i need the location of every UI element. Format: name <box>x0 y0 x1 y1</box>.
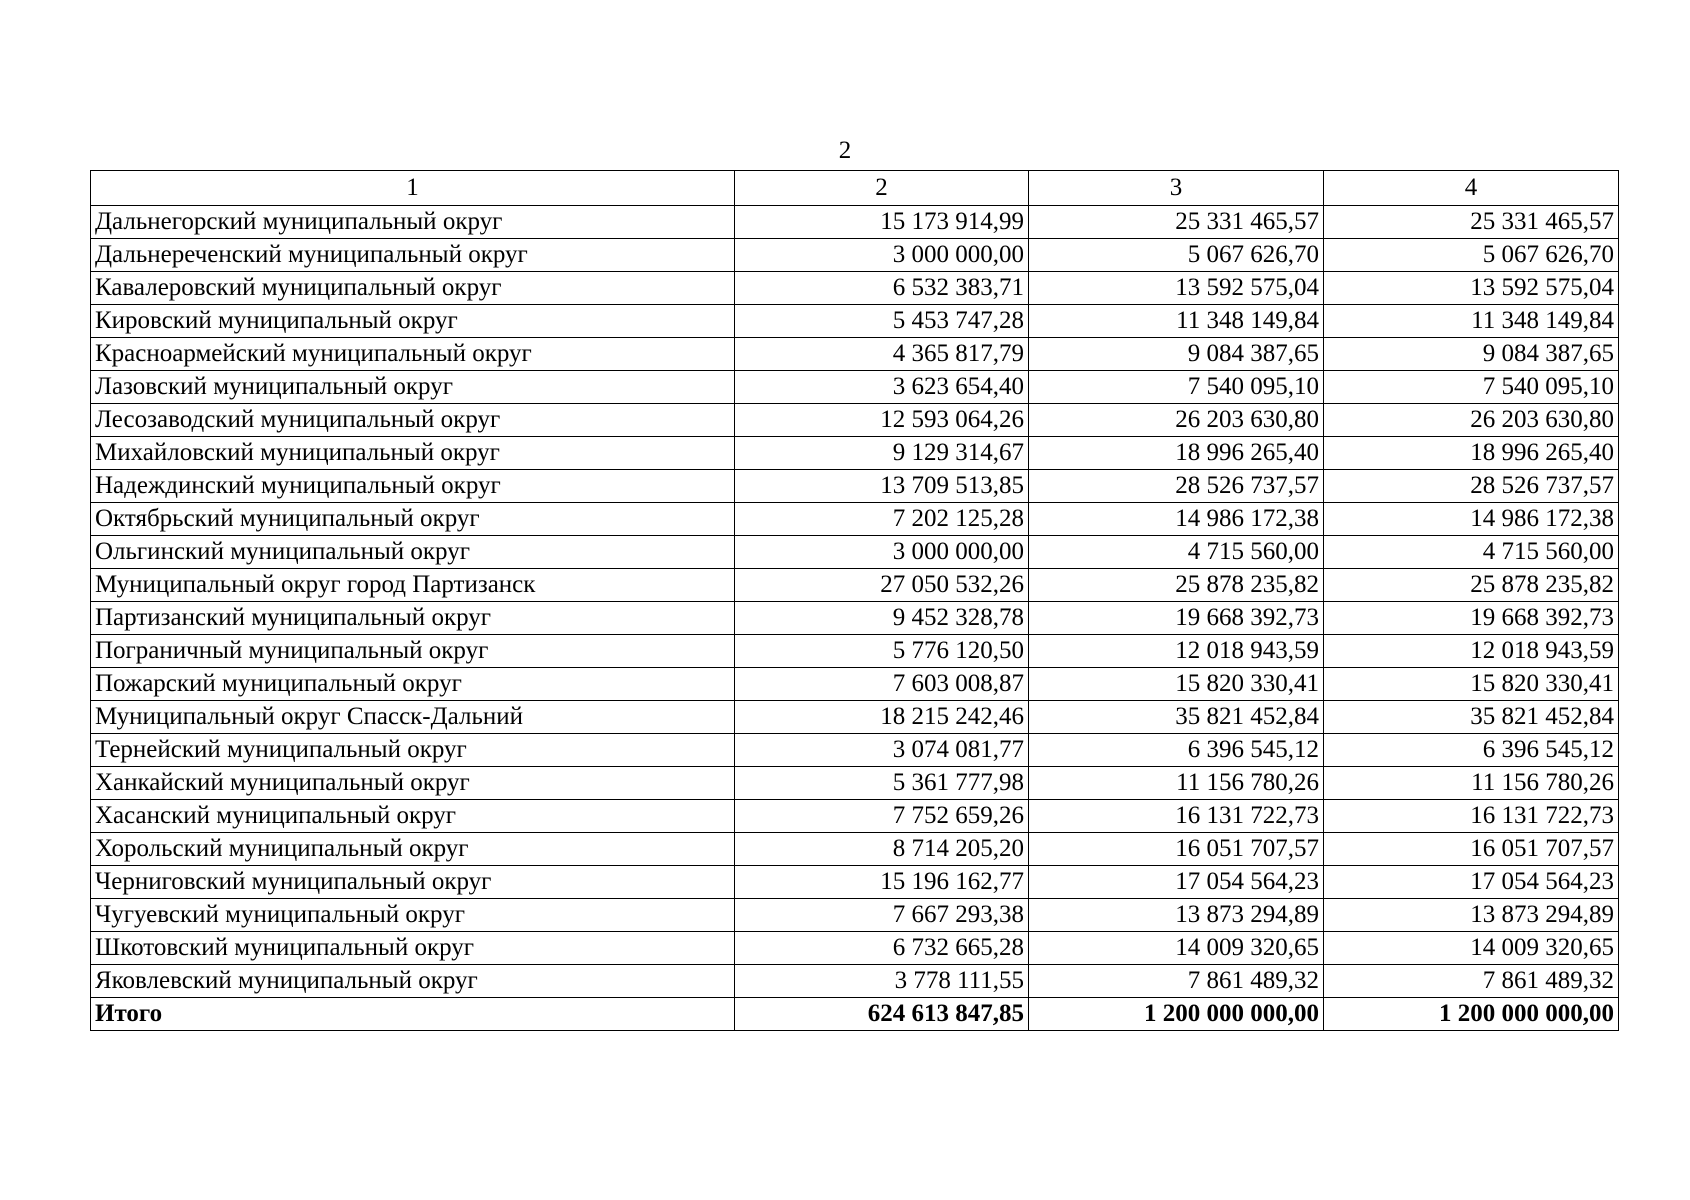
table-row <box>91 800 1619 833</box>
municipality-name-cell: Ханкайский муниципальный округ <box>91 767 735 800</box>
table-row <box>91 833 1619 866</box>
value-col-3-cell: 28 526 737,57 <box>1029 470 1324 503</box>
value-col-4-cell: 11 156 780,26 <box>1324 767 1619 800</box>
value-col-3-cell: 25 878 235,82 <box>1029 569 1324 602</box>
value-col-2-cell: 7 752 659,26 <box>735 800 1029 833</box>
value-col-3-cell: 7 540 095,10 <box>1029 371 1324 404</box>
value-col-2-cell: 15 196 162,77 <box>735 866 1029 899</box>
value-col-4-cell: 16 051 707,57 <box>1324 833 1619 866</box>
value-col-3-cell: 16 051 707,57 <box>1029 833 1324 866</box>
table-row <box>91 602 1619 635</box>
value-col-2-cell: 3 000 000,00 <box>735 536 1029 569</box>
table-row <box>91 635 1619 668</box>
value-col-3-cell: 35 821 452,84 <box>1029 701 1324 734</box>
value-col-2-cell: 9 129 314,67 <box>735 437 1029 470</box>
table-row <box>91 404 1619 437</box>
value-col-2-cell: 12 593 064,26 <box>735 404 1029 437</box>
table-row <box>91 668 1619 701</box>
value-col-4-cell: 26 203 630,80 <box>1324 404 1619 437</box>
table-row <box>91 470 1619 503</box>
value-col-4-cell: 9 084 387,65 <box>1324 338 1619 371</box>
municipality-name-cell: Шкотовский муниципальный округ <box>91 932 735 965</box>
municipality-name-cell: Итого <box>91 998 735 1031</box>
value-col-2-cell: 3 000 000,00 <box>735 239 1029 272</box>
municipality-name-cell: Муниципальный округ город Партизанск <box>91 569 735 602</box>
municipality-name-cell: Чугуевский муниципальный округ <box>91 899 735 932</box>
value-col-4-cell: 14 986 172,38 <box>1324 503 1619 536</box>
value-col-3-cell: 12 018 943,59 <box>1029 635 1324 668</box>
total-row <box>91 998 1619 1031</box>
value-col-3-cell: 13 873 294,89 <box>1029 899 1324 932</box>
value-col-4-cell: 6 396 545,12 <box>1324 734 1619 767</box>
value-col-2-cell: 6 732 665,28 <box>735 932 1029 965</box>
table-row <box>91 569 1619 602</box>
value-col-2-cell: 624 613 847,85 <box>735 998 1029 1031</box>
table-row <box>91 239 1619 272</box>
municipality-name-cell: Муниципальный округ Спасск-Дальний <box>91 701 735 734</box>
value-col-4-cell: 7 540 095,10 <box>1324 371 1619 404</box>
value-col-3-cell: 11 156 780,26 <box>1029 767 1324 800</box>
header-row <box>91 171 1619 206</box>
table-row <box>91 536 1619 569</box>
value-col-4-cell: 12 018 943,59 <box>1324 635 1619 668</box>
page-number: 2 <box>838 137 852 164</box>
municipality-name-cell: Октябрьский муниципальный округ <box>91 503 735 536</box>
value-col-4-cell: 5 067 626,70 <box>1324 239 1619 272</box>
municipality-name-cell: Лесозаводский муниципальный округ <box>91 404 735 437</box>
table-row <box>91 338 1619 371</box>
table-row <box>91 899 1619 932</box>
value-col-2-cell: 3 623 654,40 <box>735 371 1029 404</box>
table-row <box>91 866 1619 899</box>
municipality-name-cell: Хорольский муниципальный округ <box>91 833 735 866</box>
municipality-name-cell: Михайловский муниципальный округ <box>91 437 735 470</box>
value-col-3-cell: 11 348 149,84 <box>1029 305 1324 338</box>
value-col-4-cell: 15 820 330,41 <box>1324 668 1619 701</box>
table-row <box>91 965 1619 998</box>
table-row <box>91 503 1619 536</box>
value-col-2-cell: 5 776 120,50 <box>735 635 1029 668</box>
header-col-2: 2 <box>735 171 1029 206</box>
municipality-name-cell: Ольгинский муниципальный округ <box>91 536 735 569</box>
value-col-2-cell: 15 173 914,99 <box>735 206 1029 239</box>
municipality-name-cell: Красноармейский муниципальный округ <box>91 338 735 371</box>
value-col-2-cell: 7 202 125,28 <box>735 503 1029 536</box>
value-col-4-cell: 25 331 465,57 <box>1324 206 1619 239</box>
municipality-name-cell: Дальнереченский муниципальный округ <box>91 239 735 272</box>
value-col-3-cell: 26 203 630,80 <box>1029 404 1324 437</box>
value-col-3-cell: 1 200 000 000,00 <box>1029 998 1324 1031</box>
header-col-3: 3 <box>1029 171 1324 206</box>
value-col-4-cell: 4 715 560,00 <box>1324 536 1619 569</box>
value-col-3-cell: 16 131 722,73 <box>1029 800 1324 833</box>
municipality-name-cell: Пограничный муниципальный округ <box>91 635 735 668</box>
value-col-2-cell: 3 074 081,77 <box>735 734 1029 767</box>
value-col-3-cell: 15 820 330,41 <box>1029 668 1324 701</box>
table-row <box>91 701 1619 734</box>
value-col-4-cell: 35 821 452,84 <box>1324 701 1619 734</box>
value-col-2-cell: 4 365 817,79 <box>735 338 1029 371</box>
value-col-3-cell: 13 592 575,04 <box>1029 272 1324 305</box>
value-col-4-cell: 19 668 392,73 <box>1324 602 1619 635</box>
value-col-4-cell: 25 878 235,82 <box>1324 569 1619 602</box>
value-col-4-cell: 17 054 564,23 <box>1324 866 1619 899</box>
allocation-table <box>90 170 1619 1031</box>
table-row <box>91 371 1619 404</box>
value-col-4-cell: 1 200 000 000,00 <box>1324 998 1619 1031</box>
value-col-4-cell: 14 009 320,65 <box>1324 932 1619 965</box>
table-header <box>91 171 1619 206</box>
municipality-name-cell: Хасанский муниципальный округ <box>91 800 735 833</box>
municipality-name-cell: Кавалеровский муниципальный округ <box>91 272 735 305</box>
value-col-2-cell: 13 709 513,85 <box>735 470 1029 503</box>
municipality-name-cell: Кировский муниципальный округ <box>91 305 735 338</box>
municipality-name-cell: Яковлевский муниципальный округ <box>91 965 735 998</box>
value-col-2-cell: 5 361 777,98 <box>735 767 1029 800</box>
header-col-1: 1 <box>91 171 735 206</box>
table-row <box>91 437 1619 470</box>
municipality-name-cell: Лазовский муниципальный округ <box>91 371 735 404</box>
table-row <box>91 734 1619 767</box>
value-col-2-cell: 9 452 328,78 <box>735 602 1029 635</box>
value-col-3-cell: 5 067 626,70 <box>1029 239 1324 272</box>
value-col-4-cell: 7 861 489,32 <box>1324 965 1619 998</box>
value-col-3-cell: 25 331 465,57 <box>1029 206 1324 239</box>
value-col-4-cell: 11 348 149,84 <box>1324 305 1619 338</box>
value-col-3-cell: 19 668 392,73 <box>1029 602 1324 635</box>
value-col-3-cell: 4 715 560,00 <box>1029 536 1324 569</box>
table-row <box>91 767 1619 800</box>
municipality-name-cell: Надеждинский муниципальный округ <box>91 470 735 503</box>
value-col-4-cell: 18 996 265,40 <box>1324 437 1619 470</box>
value-col-4-cell: 13 592 575,04 <box>1324 272 1619 305</box>
value-col-3-cell: 14 986 172,38 <box>1029 503 1324 536</box>
value-col-3-cell: 7 861 489,32 <box>1029 965 1324 998</box>
value-col-2-cell: 3 778 111,55 <box>735 965 1029 998</box>
value-col-3-cell: 17 054 564,23 <box>1029 866 1324 899</box>
value-col-2-cell: 7 667 293,38 <box>735 899 1029 932</box>
municipality-name-cell: Партизанский муниципальный округ <box>91 602 735 635</box>
value-col-4-cell: 16 131 722,73 <box>1324 800 1619 833</box>
value-col-2-cell: 27 050 532,26 <box>735 569 1029 602</box>
value-col-2-cell: 18 215 242,46 <box>735 701 1029 734</box>
table-row <box>91 206 1619 239</box>
value-col-3-cell: 6 396 545,12 <box>1029 734 1324 767</box>
municipality-name-cell: Тернейский муниципальный округ <box>91 734 735 767</box>
municipality-name-cell: Дальнегорский муниципальный округ <box>91 206 735 239</box>
table-body <box>91 206 1619 1031</box>
municipality-name-cell: Черниговский муниципальный округ <box>91 866 735 899</box>
value-col-2-cell: 6 532 383,71 <box>735 272 1029 305</box>
table-row <box>91 305 1619 338</box>
value-col-4-cell: 28 526 737,57 <box>1324 470 1619 503</box>
header-col-4: 4 <box>1324 171 1619 206</box>
value-col-3-cell: 14 009 320,65 <box>1029 932 1324 965</box>
value-col-4-cell: 13 873 294,89 <box>1324 899 1619 932</box>
value-col-2-cell: 5 453 747,28 <box>735 305 1029 338</box>
value-col-2-cell: 8 714 205,20 <box>735 833 1029 866</box>
municipality-name-cell: Пожарский муниципальный округ <box>91 668 735 701</box>
table-row <box>91 272 1619 305</box>
table-row <box>91 932 1619 965</box>
value-col-2-cell: 7 603 008,87 <box>735 668 1029 701</box>
value-col-3-cell: 9 084 387,65 <box>1029 338 1324 371</box>
value-col-3-cell: 18 996 265,40 <box>1029 437 1324 470</box>
